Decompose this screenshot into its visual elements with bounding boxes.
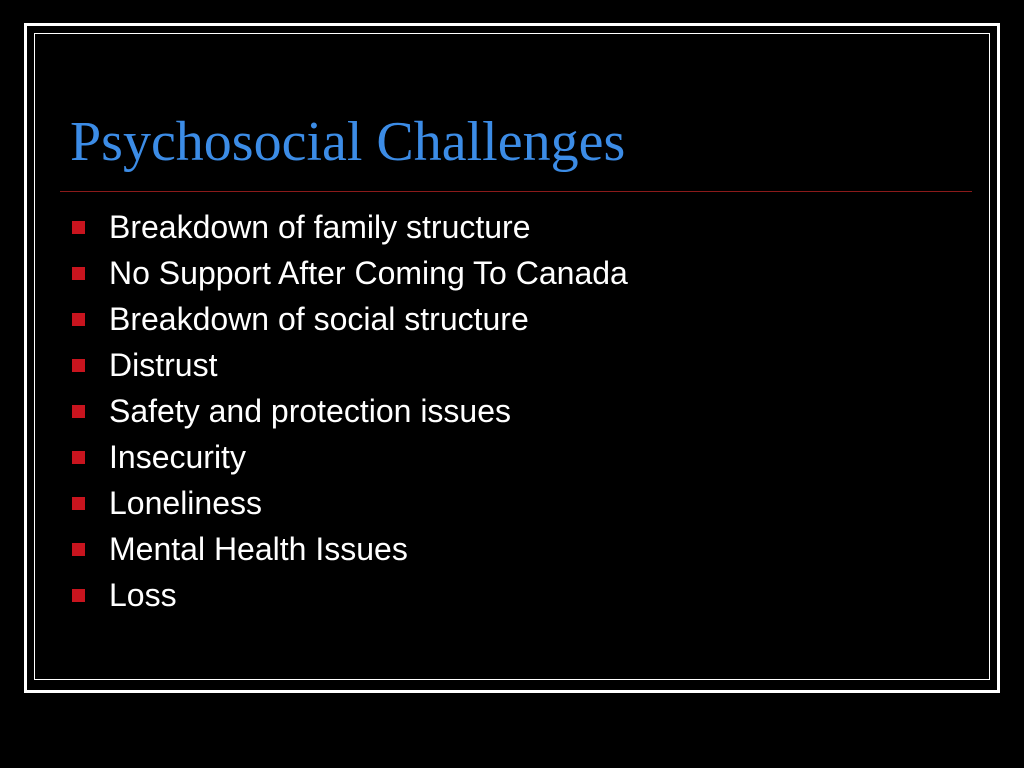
list-item: [72, 388, 628, 434]
bullet-text: Loneliness: [109, 485, 262, 521]
bullet-text: No Support After Coming To Canada: [109, 255, 628, 291]
list-item: [72, 342, 628, 388]
bullet-text: Insecurity: [109, 439, 246, 475]
bullet-text: Safety and protection issues: [109, 393, 512, 429]
bullet-text: Loss: [109, 577, 177, 613]
bullet-text: Distrust: [109, 347, 218, 383]
list-item: [72, 434, 628, 480]
square-bullet-icon: [72, 221, 85, 234]
square-bullet-icon: [72, 589, 85, 602]
list-item: [72, 204, 628, 250]
list-item: [72, 526, 628, 572]
list-item: [72, 480, 628, 526]
list-item: [72, 250, 628, 296]
bullet-text: Breakdown of social structure: [109, 301, 529, 337]
square-bullet-icon: [72, 543, 85, 556]
square-bullet-icon: [72, 405, 85, 418]
square-bullet-icon: [72, 497, 85, 510]
bullet-list: [72, 204, 628, 618]
square-bullet-icon: [72, 267, 85, 280]
title-divider: [60, 191, 972, 192]
list-item: [72, 296, 628, 342]
list-item: [72, 572, 628, 618]
bullet-text: Breakdown of family structure: [109, 209, 531, 245]
square-bullet-icon: [72, 313, 85, 326]
square-bullet-icon: [72, 451, 85, 464]
square-bullet-icon: [72, 359, 85, 372]
bullet-text: Mental Health Issues: [109, 531, 408, 567]
slide-title: Psychosocial Challenges: [70, 111, 626, 173]
